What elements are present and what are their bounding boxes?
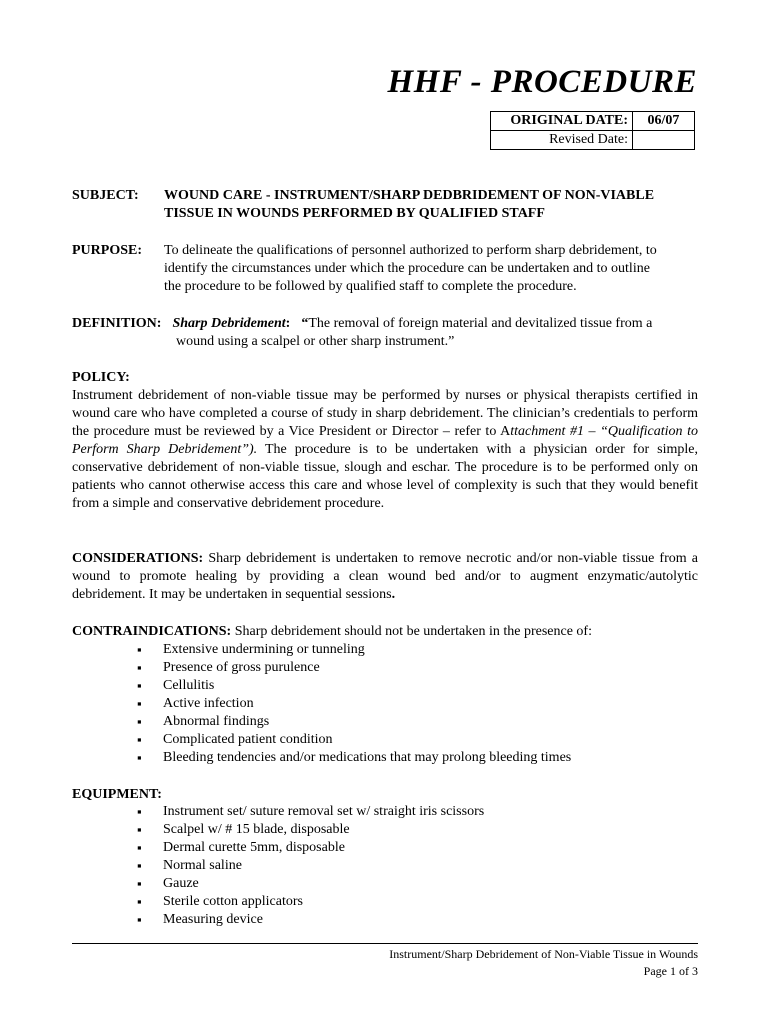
list-item: ▪ Gauze xyxy=(137,875,484,893)
footer-page-number: Page 1 of 3 xyxy=(643,964,698,978)
list-item: ▪ Bleeding tendencies and/or medications that may prolong bleeding times xyxy=(137,749,571,767)
purpose-line-1: To delineate the qualifications of personnel authorized to perform sharp debridement, to xyxy=(164,243,657,258)
purpose-label-wrap xyxy=(72,242,142,260)
definition-line-1 xyxy=(72,315,652,333)
list-item: ▪ Sterile cotton applicators xyxy=(137,893,484,911)
equipment-label: EQUIPMENT: xyxy=(72,787,162,802)
footer-divider xyxy=(72,943,698,944)
subject-text xyxy=(164,187,654,223)
list-item: ▪ Abnormal findings xyxy=(137,713,571,731)
list-item: ▪ Active infection xyxy=(137,695,571,713)
contraindications-list xyxy=(137,641,571,767)
policy-text-part-1: Instrument debridement of non-viable tissue may be performed by nurses or physical therapists certified in wound care who have completed a course of study in sharp debridement. The clinician’s credentials to perform the procedure must be reviewed by a Vice President or Director – refer to A xyxy=(72,388,698,439)
document-title: HHF - PROCEDURE xyxy=(387,64,697,100)
contraindications-heading xyxy=(72,623,592,641)
definition-label: DEFINITION: xyxy=(72,316,162,331)
definition-text-1: The removal of foreign material and devitalized tissue from a xyxy=(308,316,653,331)
revised-date-value xyxy=(633,131,695,150)
footer-doc-title: Instrument/Sharp Debridement of Non-Viable Tissue in Wounds xyxy=(389,947,698,961)
list-item: ▪ Presence of gross purulence xyxy=(137,659,571,677)
policy-text-part-2: The procedure is to be undertaken with a physician order for simple, conservative debridement of non-viable tissue, slough and eschar. The procedure is to be performed only on patients who cannot otherwise access this care and whose level of complexity is such that they would benefit from a simple and conservative debridement procedure. xyxy=(72,442,698,511)
contraindications-intro: Sharp debridement should not be undertaken in the presence of: xyxy=(231,624,592,639)
policy-label: POLICY: xyxy=(72,370,130,385)
definition-term: Sharp Debridement xyxy=(172,316,286,331)
original-date-value: 06/07 xyxy=(633,112,695,131)
definition-quote-open: “ xyxy=(301,316,309,331)
subject-line-1: WOUND CARE - INSTRUMENT/SHARP DEDBRIDEMENT OF NON-VIABLE xyxy=(164,188,655,203)
considerations-end: . xyxy=(391,587,396,602)
list-item: ▪ Extensive undermining or tunneling xyxy=(137,641,571,659)
subject-line-2: TISSUE IN WOUNDS PERFORMED BY QUALIFIED STAFF xyxy=(164,206,545,221)
list-item: ▪ Dermal curette 5mm, disposable xyxy=(137,839,484,857)
considerations-label: CONSIDERATIONS: xyxy=(72,551,204,566)
purpose-label: PURPOSE: xyxy=(72,243,142,258)
subject-label: SUBJECT: xyxy=(72,188,139,203)
considerations-section xyxy=(72,550,698,604)
equipment-list xyxy=(137,803,484,929)
definition-colon: : xyxy=(285,316,291,331)
subject-label-wrap xyxy=(72,187,139,205)
revised-date-label: Revised Date: xyxy=(491,131,633,150)
contraindications-label: CONTRAINDICATIONS: xyxy=(72,624,232,639)
list-item: ▪ Complicated patient condition xyxy=(137,731,571,749)
original-date-label: ORIGINAL DATE: xyxy=(491,112,633,131)
list-item: ▪ Measuring device xyxy=(137,911,484,929)
definition-text-2: wound using a scalpel or other sharp instrument.” xyxy=(176,334,455,349)
list-item: ▪ Scalpel w/ # 15 blade, disposable xyxy=(137,821,484,839)
purpose-line-2: identify the circumstances under which the procedure can be undertaken and to outline xyxy=(164,261,650,276)
policy-attachment-ref: ttachment #1 – “Qualification to Perform Sharp Debridement”). xyxy=(72,424,698,457)
list-item: ▪ Instrument set/ suture removal set w/ straight iris scissors xyxy=(137,803,484,821)
list-item: ▪ Cellulitis xyxy=(137,677,571,695)
date-box xyxy=(490,111,695,150)
purpose-text xyxy=(164,242,657,296)
purpose-line-3: the procedure to be followed by qualified staff to complete the procedure. xyxy=(164,279,577,294)
considerations-text: Sharp debridement is undertaken to remove necrotic and/or non-viable tissue from a wound to promote healing by providing a clean wound bed and/or to augment enzymatic/autolytic debridement. It may be undertaken in sequential sessions xyxy=(72,551,698,602)
list-item: ▪ Normal saline xyxy=(137,857,484,875)
policy-text xyxy=(72,387,698,513)
